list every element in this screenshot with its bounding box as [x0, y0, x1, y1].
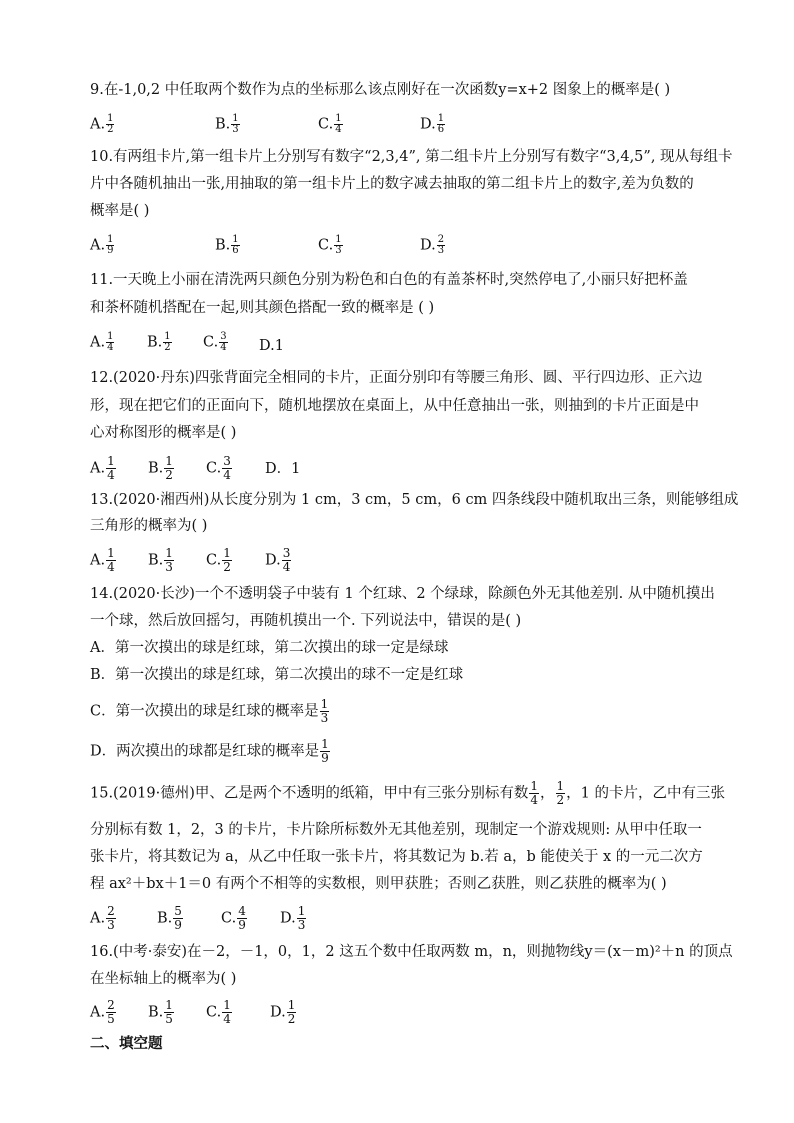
question-10-line-1: 10.有两组卡片,第一组卡片上分别写有数字“2,3,4”, 第二组卡片上分别写有数字“3,4,5”, 现从每组卡	[90, 149, 733, 165]
question-16-line-1: 16.(中考·泰安)在－2，－1，0，1，2 这五个数中任取两数 m，n，则抛物线y＝(x－m)²＋n 的顶点	[90, 944, 733, 960]
q15-option-c: C. $\frac{4}{9}$	[221, 904, 246, 932]
question-10-line-2: 片中各随机抽出一张,用抽取的第一组卡片上的数字减去抽取的第二组卡片上的数字,差为负数的	[90, 176, 694, 192]
question-13-line-1: 13.(2020·湘西州)从长度分别为 1 cm，3 cm，5 cm，6 cm 四条线段中随机取出三条，则能够组成	[90, 492, 739, 508]
q14-option-c: C．第一次摸出的球是红球的概率是 $\frac{1}{3}$	[90, 697, 329, 725]
q14-option-b: B．第一次摸出的球是红球，第二次摸出的球不一定是红球	[90, 667, 464, 683]
q16-option-b: B. $\frac{1}{5}$	[148, 998, 173, 1026]
q10-option-d: D. $\frac{2}{3}$	[420, 234, 445, 256]
question-15-line-3: 张卡片，将其数记为 a，从乙中任取一张卡片，将其数记为 b.若 a，b 能使关于 x 的一元二次方	[90, 849, 703, 865]
q12-option-b: B. $\frac{1}{2}$	[148, 454, 173, 482]
q10-option-b: B. $\frac{1}{6}$	[215, 234, 239, 256]
q14-option-a: A．第一次摸出的球是红球，第二次摸出的球一定是绿球	[90, 640, 449, 656]
q12-option-c: C. $\frac{3}{4}$	[206, 454, 231, 482]
q10-option-c: C. $\frac{1}{3}$	[318, 234, 342, 256]
question-9-text: 9.在-1,0,2 中任取两个数作为点的坐标那么该点刚好在一次函数y=x+2 图象上的概率是( )	[90, 82, 671, 98]
q15-option-b: B. $\frac{5}{9}$	[157, 904, 182, 932]
question-16-line-2: 在坐标轴上的概率为( )	[90, 971, 237, 987]
question-12-line-2: 形，现在把它们的正面向下，随机地摆放在桌面上，从中任意抽出一张，则抽到的卡片正面是中	[90, 398, 699, 414]
question-13-line-2: 三角形的概率为( )	[90, 518, 208, 534]
q9-option-b: B. $\frac{1}{3}$	[215, 113, 239, 135]
question-12-line-3: 心对称图形的概率是( )	[90, 425, 237, 441]
question-11-line-2: 和茶杯随机搭配在一起,则其颜色搭配一致的概率是 ( )	[90, 300, 435, 316]
q13-option-b: B. $\frac{1}{3}$	[148, 546, 173, 574]
q11-option-d: D.1	[259, 338, 284, 354]
q14-option-d: D．两次摸出的球都是红球的概率是 $\frac{1}{9}$	[90, 737, 329, 765]
q13-option-c: C. $\frac{1}{2}$	[206, 546, 231, 574]
q16-option-d: D. $\frac{1}{2}$	[270, 998, 296, 1026]
q13-option-d: D. $\frac{3}{4}$	[265, 546, 291, 574]
q11-option-c: C. $\frac{3}{4}$	[203, 331, 227, 353]
q11-option-a: A. $\frac{1}{4}$	[90, 331, 114, 353]
q10-option-a: A. $\frac{1}{9}$	[90, 234, 114, 256]
q15-option-d: D. $\frac{1}{3}$	[280, 904, 306, 932]
question-15-line-1: 15.(2019·德州)甲、乙是两个不透明的纸箱，甲中有三张分别标有数 $\frac{1}{4}$ ， $\frac{1}{2}$ ，1 的卡片，乙中有三张	[90, 779, 726, 807]
question-15-line-2: 分别标有数 1，2，3 的卡片，卡片除所标数外无其他差别，现制定一个游戏规则: 从甲中任取一	[90, 822, 702, 838]
question-10-line-3: 概率是( )	[90, 203, 150, 219]
q9-option-d: D. $\frac{1}{6}$	[420, 113, 445, 135]
question-14-line-2: 一个球，然后放回摇匀，再随机摸出一个. 下列说法中，错误的是( )	[90, 613, 522, 629]
q15-option-a: A. $\frac{2}{3}$	[90, 904, 115, 932]
question-12-line-1: 12.(2020·丹东)四张背面完全相同的卡片，正面分别印有等腰三角形、圆、平行四边形、正六边	[90, 370, 703, 386]
q16-option-a: A. $\frac{2}{5}$	[90, 998, 115, 1026]
section-heading-fill-in: 二、填空题	[90, 1036, 163, 1052]
q13-option-a: A. $\frac{1}{4}$	[90, 546, 115, 574]
question-14-line-1: 14.(2020·长沙)一个不透明袋子中装有 1 个红球、2 个绿球，除颜色外无其他差别. 从中随机摸出	[90, 586, 715, 602]
q12-option-a: A. $\frac{1}{4}$	[90, 454, 115, 482]
q11-option-b: B. $\frac{1}{2}$	[147, 331, 171, 353]
question-11-line-1: 11.一天晚上小丽在清洗两只颜色分别为粉色和白色的有盖茶杯时,突然停电了,小丽只好把杯盖	[90, 272, 688, 288]
q9-option-a: A. $\frac{1}{2}$	[90, 113, 114, 135]
q9-option-c: C. $\frac{1}{4}$	[318, 113, 342, 135]
q16-option-c: C. $\frac{1}{4}$	[206, 998, 231, 1026]
question-15-line-4: 程 ax²＋bx＋1＝0 有两个不相等的实数根，则甲获胜；否则乙获胜，则乙获胜的概率为( )	[90, 876, 667, 892]
q12-option-d: D．1	[265, 461, 301, 477]
